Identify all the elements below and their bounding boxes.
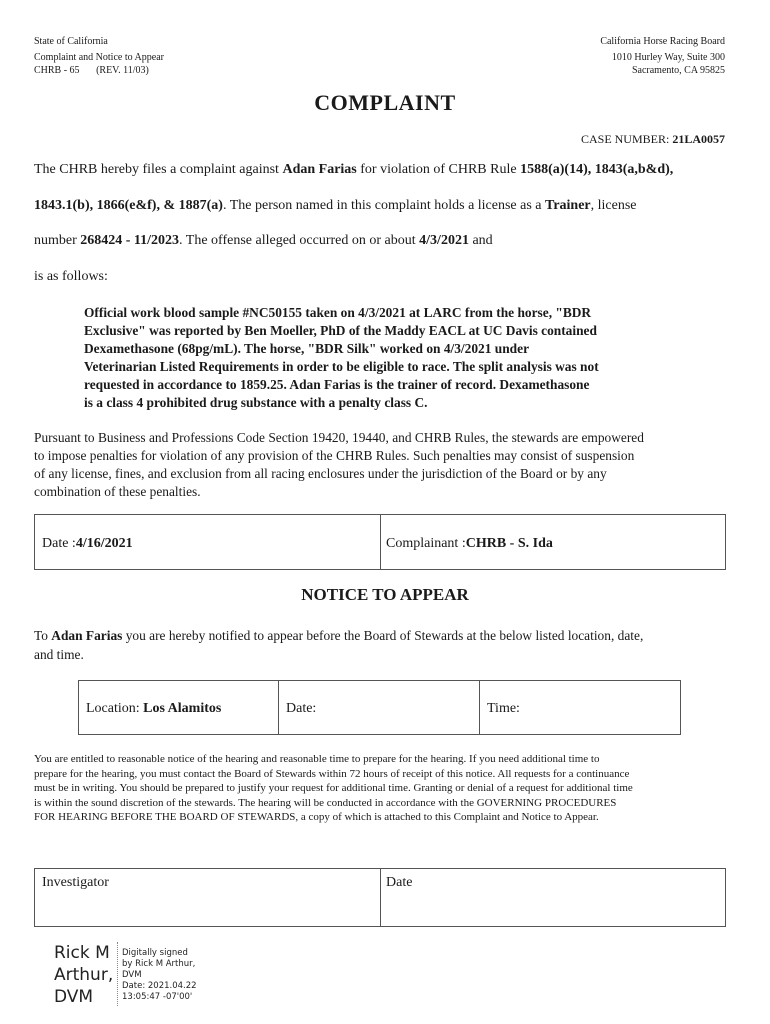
rights-line: is within the sound discretion of the stewards. The hearing will be conducted in accordance with the GOVERNING PROCEDURES	[34, 796, 617, 809]
investigator-label: Investigator	[42, 875, 109, 890]
notice-title: NOTICE TO APPEAR	[301, 585, 469, 604]
signature-meta-line: Digitally signed	[122, 948, 188, 958]
form-code: CHRB - 65	[34, 65, 80, 76]
pursuant-line: combination of these penalties.	[34, 484, 201, 499]
page-title: COMPLAINT	[314, 90, 456, 115]
case-number	[581, 132, 725, 147]
signer-name-line: Arthur,	[54, 965, 114, 985]
text: To	[34, 628, 52, 643]
form-number	[34, 64, 149, 77]
detail-line: requested in accordance to 1859.25. Adan Farias is the trainer of record. Dexamethasone	[84, 377, 590, 392]
form-revision: (REV. 11/03)	[96, 65, 149, 76]
notice-line-2: and time.	[34, 647, 84, 662]
case-number-value: 21LA0057	[672, 132, 725, 146]
text: number	[34, 233, 81, 248]
complaint-date	[42, 536, 133, 552]
detail-line: Exclusive" was reported by Ben Moeller, PhD of the Maddy EACL at UC Davis contained	[84, 323, 597, 338]
license-number: 268424 - 11/2023	[80, 233, 180, 248]
notice-paragraph	[34, 626, 734, 664]
date-value: 4/16/2021	[75, 536, 133, 551]
box-divider	[380, 515, 381, 569]
rights-line: You are entitled to reasonable notice of the hearing and reasonable time to prepare for the hearing. If you need additional time to	[34, 753, 600, 765]
signer-name-line: Rick M	[54, 943, 110, 963]
offense-date: 4/3/2021	[419, 233, 469, 248]
rules-violated: 1588(a)(14), 1843(a,b&d),	[520, 162, 674, 177]
location-value: Los Alamitos	[143, 701, 222, 716]
rights-line: prepare for the hearing, you must contact the Board of Stewards within 72 hours of receipt of this notice. All requests for a continuance	[34, 767, 630, 780]
hearing-location	[86, 701, 221, 717]
text: . The person named in this complaint holds a license as a	[222, 198, 546, 213]
rights-paragraph	[34, 752, 734, 825]
investigator-box	[34, 868, 726, 927]
state-label: State of California	[34, 36, 108, 47]
complainant-value: CHRB - S. Ida	[465, 536, 553, 551]
signature-meta-line: Date: 2021.04.22	[122, 981, 197, 991]
signature-meta-line: by Rick M Arthur,	[122, 959, 196, 969]
location-label: Location:	[86, 701, 144, 716]
date-complainant-box	[34, 514, 726, 570]
complainant	[386, 536, 553, 552]
box-divider	[380, 869, 381, 926]
box-divider	[278, 681, 279, 734]
text: for violation of CHRB Rule	[356, 162, 521, 177]
text: , license	[590, 198, 637, 213]
notice-line-1	[34, 626, 734, 645]
form-title: Complaint and Notice to Appear	[34, 52, 164, 63]
text: . The offense alleged occurred on or about	[179, 233, 420, 248]
rights-line: must be in writing. You should be prepared to justify your request for additional time. Granting or denial of a request for additional time	[34, 782, 633, 794]
signature-meta-line: DVM	[122, 970, 142, 980]
offense-details	[84, 304, 704, 412]
text: you are hereby notified to appear before the Board of Stewards at the below listed location, date,	[122, 628, 644, 643]
box-divider	[479, 681, 480, 734]
respondent-name: Adan Farias	[282, 162, 357, 177]
complaint-line-3	[34, 233, 734, 249]
investigator-date-label: Date	[386, 875, 413, 890]
detail-line: Dexamethasone (68pg/mL). The horse, "BDR Silk" worked on 4/3/2021 under	[84, 341, 530, 356]
detail-line: Official work blood sample #NC50155 taken on 4/3/2021 at LARC from the horse, "BDR	[84, 305, 592, 320]
hearing-box	[78, 680, 681, 735]
complaint-line-2	[34, 198, 734, 214]
signature-metadata	[122, 948, 197, 1003]
pursuant-line: Pursuant to Business and Professions Code Section 19420, 19440, and CHRB Rules, the stewards are empowered	[34, 430, 644, 445]
text: The CHRB hereby files a complaint against	[34, 162, 283, 177]
pursuant-line: to impose penalties for violation of any provision of the CHRB Rules. Such penalties may consist of suspension	[34, 448, 635, 463]
agency-name: California Horse Racing Board	[600, 36, 725, 47]
signer-name-line: DVM	[54, 987, 94, 1007]
digital-signature	[54, 942, 113, 1008]
signature-meta-line: 13:05:47 -07'00'	[122, 992, 193, 1002]
pursuant-paragraph	[34, 429, 734, 501]
complainant-label: Complainant :	[386, 536, 466, 551]
hearing-date-label: Date:	[286, 701, 317, 716]
date-label: Date :	[42, 536, 76, 551]
notice-respondent: Adan Farias	[51, 628, 123, 643]
complaint-line-1	[34, 162, 734, 178]
license-type: Trainer	[545, 198, 591, 213]
detail-line: Veterinarian Listed Requirements in order to be eligible to race. The split analysis was not	[84, 359, 599, 374]
pursuant-line: of any license, fines, and exclusion from all racing enclosures under the jurisdiction of the Board or by any	[34, 466, 607, 481]
signer-name	[54, 942, 113, 1008]
hearing-time-label: Time:	[487, 701, 520, 716]
agency-address-line2: Sacramento, CA 95825	[631, 65, 725, 76]
rules-violated-cont: 1843.1(b), 1866(e&f), & 1887(a)	[34, 198, 223, 213]
rights-line: FOR HEARING BEFORE THE BOARD OF STEWARDS, a copy of which is attached to this Complaint and Notice to Appear.	[34, 811, 599, 823]
detail-line: is a class 4 prohibited drug substance with a penalty class C.	[84, 395, 428, 410]
case-number-label: CASE NUMBER:	[580, 132, 670, 146]
signature-divider	[117, 942, 119, 1006]
complaint-line-4: is as follows:	[34, 269, 108, 284]
agency-address-line1: 1010 Hurley Way, Suite 300	[611, 52, 725, 63]
text: and	[468, 233, 493, 248]
